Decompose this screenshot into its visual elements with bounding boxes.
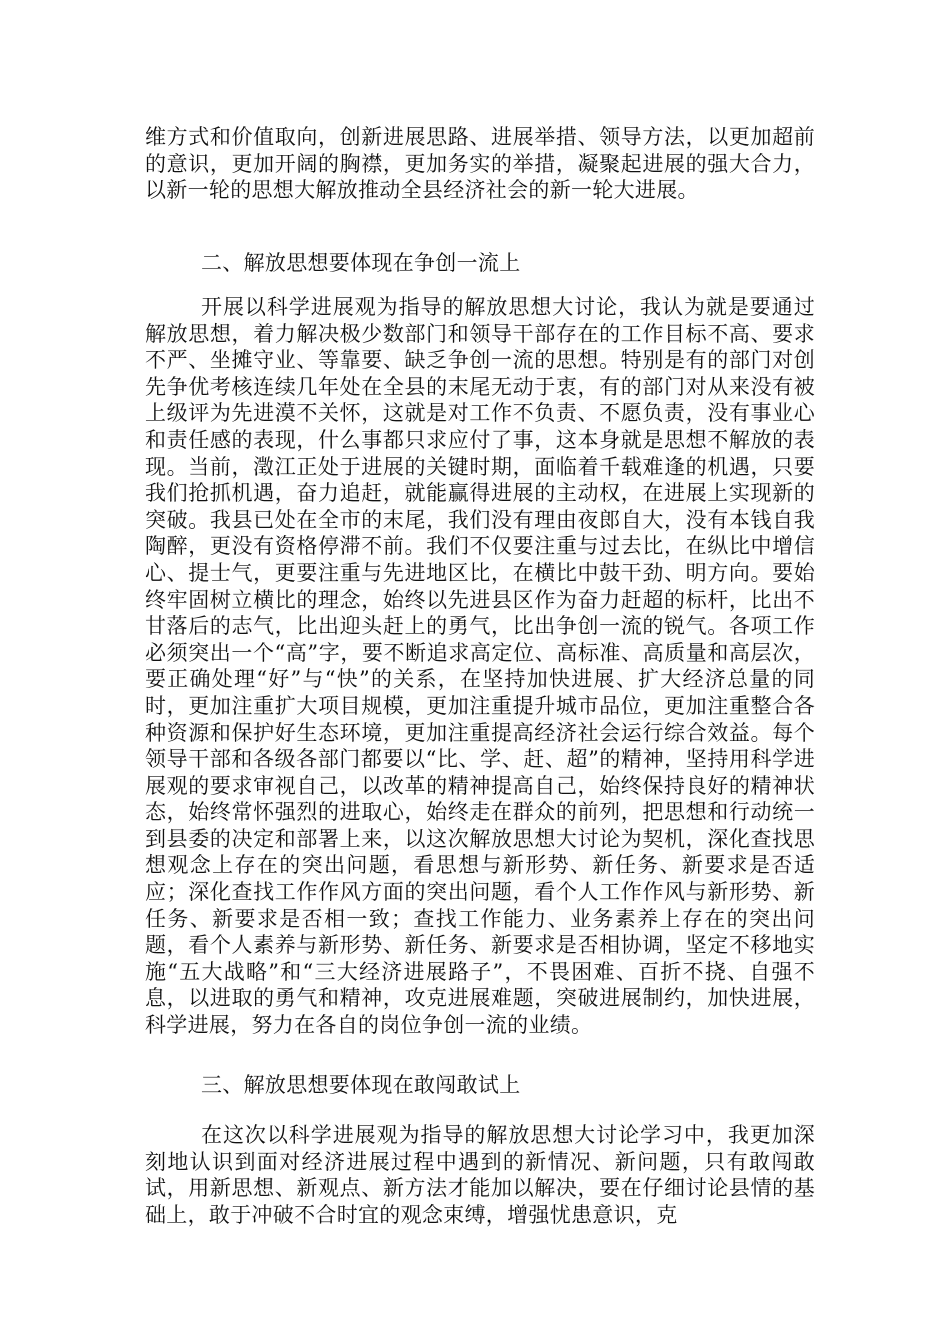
paragraph-continuation: 维方式和价值取向，创新进展思路、进展举措、领导方法，以更加超前的意识，更加开阔的胸襟，更加务实的举措，凝聚起进展的强大合力，以新一轮的思想大解放推动全县经济社会的新一轮大进展。 [145,125,815,203]
paragraph-section-3: 在这次以科学进展观为指导的解放思想大讨论学习中，我更加深刻地认识到面对经济进展过程中遇到的新情况、新问题，只有敢闯敢试，用新思想、新观点、新方法才能加以解决，要在仔细讨论县情的基础上，敢于冲破不合时宜的观念束缚，增强忧患意识，克 [145,1123,815,1227]
paragraph-section-2: 开展以科学进展观为指导的解放思想大讨论，我认为就是要通过解放思想，着力解决极少数部门和领导干部存在的工作目标不高、要求不严、坐摊守业、等靠要、缺乏争创一流的思想。特别是有的部门对创先争优考核连续几年处在全县的末尾无动于衷，有的部门对从来没有被上级评为先进漠不关怀，这就是对工作不负责、不愿负责，没有事业心和责任感的表现，什么事都只求应付了事，这本身就是思想不解放的表现。当前，澂江正处于进展的关键时期，面临着千载难逢的机遇，只要我们抢抓机遇，奋力追赶，就能赢得进展的主动权，在进展上实现新的突破。我县已处在全市的末尾，我们没有理由夜郎自大，没有本钱自我陶醉，更没有资格停滞不前。我们不仅要注重与过去比，在纵比中增信心、提士气，更要注重与先进地区比，在横比中鼓干劲、明方向。要始终牢固树立横比的理念，始终以先进县区作为奋力赶超的标杆，比出不甘落后的志气，比出迎头赶上的勇气，比出争创一流的锐气。各项工作必须突出一个“高”字，要不断追求高定位、高标准、高质量和高层次，要正确处理“好”与“快”的关系，在坚持加快进展、扩大经济总量的同时，更加注重扩大项目规模，更加注重提升城市品位，更加注重整合各种资源和保护好生态环境，更加注重提高经济社会运行综合效益。每个领导干部和各级各部门都要以“比、学、赶、超”的精神，坚持用科学进展观的要求审视自己，以改革的精神提高自己，始终保持良好的精神状态，始终常怀强烈的进取心，始终走在群众的前列，把思想和行动统一到县委的决定和部署上来，以这次解放思想大讨论为契机，深化查找思想观念上存在的突出问题，看思想与新形势、新任务、新要求是否适应；深化查找工作作风方面的突出问题，看个人工作作风与新形势、新任务、新要求是否相一致；查找工作能力、业务素养上存在的突出问题，看个人素养与新形势、新任务、新要求是否相协调，坚定不移地实施“五大战略”和“三大经济进展路子”，不畏困难、百折不挠、自强不息，以进取的勇气和精神，攻克进展难题，突破进展制约，加快进展，科学进展，努力在各自的岗位争创一流的业绩。 [145,295,815,1038]
section-heading-2: 二、解放思想要体现在争创一流上 [201,251,521,275]
section-heading-3: 三、解放思想要体现在敢闯敢试上 [201,1073,521,1097]
